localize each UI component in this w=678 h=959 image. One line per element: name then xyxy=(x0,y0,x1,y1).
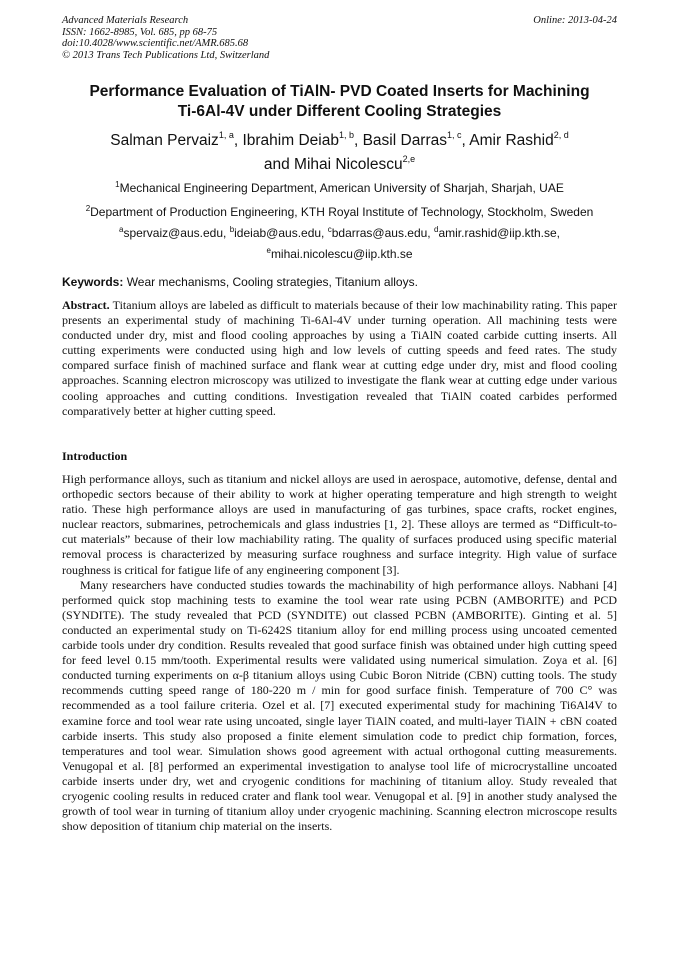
keywords xyxy=(62,275,617,290)
abstract xyxy=(62,298,617,419)
issn-line: ISSN: 1662-8985, Vol. 685, pp 68-75 xyxy=(62,26,218,38)
title-line-1: Performance Evaluation of TiAlN- PVD Coated Inserts for Machining xyxy=(89,83,590,100)
author-sup: 1, b xyxy=(338,130,354,140)
affiliation-text: Department of Production Engineering, KTH Royal Institute of Technology, Stockholm, Sweden xyxy=(90,205,594,219)
author-sup: 2, d xyxy=(553,130,569,140)
author-name: Amir Rashid xyxy=(469,132,554,149)
title-line-2: Ti-6Al-4V under Different Cooling Strategies xyxy=(177,103,502,120)
email-address[interactable]: ideiab@aus.edu, xyxy=(234,226,328,240)
author-line-2 xyxy=(62,153,617,177)
author-separator: , xyxy=(233,132,243,149)
email-address[interactable]: amir.rashid@iip.kth.se, xyxy=(438,226,560,240)
introduction-body xyxy=(62,472,617,834)
abstract-label: Abstract. xyxy=(62,298,110,312)
affiliation-sup: 1 xyxy=(115,180,120,189)
keywords-label: Keywords: xyxy=(62,275,124,289)
email-line-1 xyxy=(62,226,617,241)
email-line-2 xyxy=(62,247,617,262)
running-header xyxy=(62,15,617,61)
author-line-1 xyxy=(62,129,617,153)
email-sup: d xyxy=(433,225,439,234)
author-sup: 1, a xyxy=(218,130,234,140)
paper-title xyxy=(62,82,617,122)
author-list xyxy=(62,129,617,177)
copyright-line: © 2013 Trans Tech Publications Ltd, Switzerland xyxy=(62,49,270,61)
author-separator: , xyxy=(353,132,363,149)
affiliation-1 xyxy=(62,181,617,196)
author-sup: 1, c xyxy=(447,130,462,140)
author-sup: 2,e xyxy=(402,154,416,164)
affiliation-2 xyxy=(62,205,617,220)
author-name: Ibrahim Deiab xyxy=(242,132,339,149)
introduction-paragraph-1: High performance alloys, such as titanium and nickel alloys are used in aerospace, automotive, defense, dental and orthopedic sectors because of their ability to work at higher operating temperature and high strength to weight ratio. These high performance alloys are used in manufacturing of gas turbines, space crafts, rocket engines, nuclear reactors, submarines, petrochemicals and glass industries [1, 2]. These alloys are termed as “Difficult-to-cut materials” because of their low machiability rating. The quality of surfaces produced using specific material removal process is characterized by measuring surface roughness and surface integrity. High value of surface roughness is critical for fatigue life of any engineering component [3]. xyxy=(62,472,617,577)
section-heading-introduction: Introduction xyxy=(62,449,128,463)
keywords-text: Wear mechanisms, Cooling strategies, Titanium alloys. xyxy=(123,275,418,289)
abstract-text: Titanium alloys are labeled as difficult to materials because of their low machinability rating. This paper presents an experimental study of machining Ti-6Al-4V under turning operation. All machining tests were conducted under dry, mist and flood cooling approaches by using a TiAlN coated carbide cutting inserts. All cutting experiments were conducted using high and low levels of cutting speeds and feed rates. The study compared surface finish of machined surface and flank wear at cutting edge under dry, mist and flood cooling approaches. Scanning electron microscopy was utilized to investigate the flank wear at cutting edge under various cooling approaches and cutting conditions. Investigation revealed that TiAlN coated carbides performed comparatively better at higher cutting speed. xyxy=(62,298,617,418)
author-name: Salman Pervaiz xyxy=(110,132,219,149)
email-address[interactable]: spervaiz@aus.edu, xyxy=(123,226,230,240)
email-sup: a xyxy=(118,225,124,234)
email-sup: e xyxy=(266,246,271,255)
email-sup: b xyxy=(229,225,235,234)
doi-line: doi:10.4028/www.scientific.net/AMR.685.68 xyxy=(62,38,249,49)
journal-name: Advanced Materials Research xyxy=(62,15,189,26)
author-name: and Mihai Nicolescu xyxy=(263,156,403,173)
online-date: Online: 2013-04-24 xyxy=(533,15,617,26)
email-sup: c xyxy=(327,225,332,234)
email-address[interactable]: bdarras@aus.edu, xyxy=(331,226,434,240)
introduction-paragraph-2: Many researchers have conducted studies towards the machinability of high performance alloys. Nabhani [4] performed quick stop machining tests to examine the tool wear rate using PCBN (AMBORITE) and PCD (SYNDITE). The study revealed that PCD (SYNDITE) out classed PCBN (AMBORITE). Ginting et al. 5] conducted an experimental study on Ti-6242S titanium alloy for end milling process using uncoated cemented carbide tools under dry condition. Results revealed that good surface finish was obtained under high cutting speed for feed level 0.15 mm/tooth. Experimental results were validated using numerical simulation. Zoya et al. [6] conducted turning experiments on α-β titanium alloys using Cubic Boron Nitride (CBN) cutting tools. The study recommends cutting speed range of 180-220 m / min for good surface finish. Temperature of 700 C° was recommended as a tool failure criteria. Ozel et al. [7] executed experimental study for machining Ti6Al4V to examine force and tool wear rate using uncoated, single layer TiAlN coated, and multi-layer TiAlN + cBN coated carbide inserts. This study also proposed a finite element simulation code to predict chip formation, forces, temperatures and tool wear. Simulation shows good agreement with actual orthogonal cutting measurements. Venugopal et al. [8] performed an experimental investigation to analyse tool life of microcrystalline uncoated carbide inserts under dry, wet and cryogenic conditions for machining of titanium alloy. Study revealed that cryogenic cooling results in reduced crater and flank tool wear. Venugopal et al. [9] in another study analysed the growth of tool wear in turning of titanium alloy under cryogenic machining. Scanning electron microscope results show deposition of titanium chip material on the inserts. xyxy=(62,577,617,834)
author-separator: , xyxy=(461,132,470,149)
author-name: Basil Darras xyxy=(362,132,448,149)
email-address[interactable]: mihai.nicolescu@iip.kth.se xyxy=(270,247,413,261)
affiliation-text: Mechanical Engineering Department, American University of Sharjah, Sharjah, UAE xyxy=(119,181,564,195)
affiliation-sup: 2 xyxy=(85,204,91,213)
